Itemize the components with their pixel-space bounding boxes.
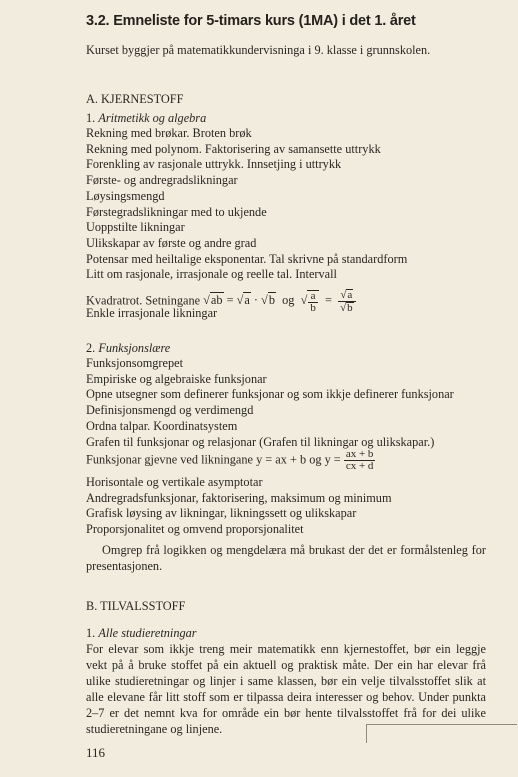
list-item: Ordna talpar. Koordinatsystem [86, 418, 238, 433]
list-item: Forenkling av rasjonale uttrykk. Innsetjing i uttrykk [86, 157, 342, 172]
logic-paragraph: Omgrep frå logikken og mengdelæra må brukast der det er formålstenleg for presentasjonen. [86, 543, 486, 573]
section-b-title: B. TILVALSSTOFF [86, 599, 186, 613]
list-item: Rekning med polynom. Faktorisering av samansette uttrykk [86, 141, 381, 156]
linear-functions-line: Funksjonar gjevne ved likningane y = ax + b og y = $\frac{ax + b}{cx + d}$ [86, 448, 374, 472]
sqrt-line: Kvadratrot. Setningane √ab = √a · √b og √ $\frac{a}{b}$ = $\frac{√a}{√b}$ [86, 289, 356, 314]
list-item: Litt om rasjonale, irrasjonale og reelle tal. Intervall [86, 267, 337, 282]
list-item: Potensar med heiltalige eksponentar. Tal skrivne på standardform [86, 251, 408, 266]
page-number: 116 [86, 745, 106, 760]
list-item: Definisjonsmengd og verdimengd [86, 403, 254, 418]
list-item: Løysingsmengd [86, 188, 165, 203]
section-b-paragraph: For elevar som ikkje treng meir matematikk enn kjernestoffet, bør ein leggje vekt på å bruke stoffet på ein aktuell og praktisk måte. Der ein har elevar frå ulike studieretningar og linjer i same klassen, bør ein velje tilvalsstoffet slik at alle elevane får litt stoff som er tilpassa deira interesser og behov. Under punkta 2–7 er det nemnt kva for område ein bør hente tilvalsstoffet frå for dei ulike studieretningane og linjene. [86, 642, 486, 736]
page-title: 3.2. Emneliste for 5-timars kurs (1MA) i det 1. året [86, 13, 416, 29]
list-item: Andregradsfunksjonar, faktorisering, maksimum og minimum [86, 490, 392, 505]
section-a-title: A. KJERNESTOFF [86, 92, 184, 106]
list-item: Opne utsegner som definerer funksjonar og som ikkje definerer funksjonar [86, 387, 454, 402]
scan-artifact [366, 724, 517, 743]
list-item: Første- og andregradslikningar [86, 173, 238, 188]
linear-fraction: $\frac{ax + b}{cx + d}$ [345, 448, 374, 472]
sqrt-formula: √ab = √a · √b og √ $\frac{a}{b}$ = $\frac{√a}{√b}$ [203, 293, 355, 307]
page-subtitle: Kurset byggjer på matematikkundervisninga i 9. klasse i grunnskolen. [86, 43, 431, 57]
list-item: Uoppstilte likningar [86, 220, 185, 235]
list-item: Proporsjonalitet og omvend proporsjonalitet [86, 522, 304, 537]
list-item: Funksjonsomgrepet [86, 356, 184, 370]
list-item: Grafen til funksjonar og relasjonar (Grafen til likningar og ulikskapar.) [86, 434, 435, 449]
section-a-part1-heading: 1. Aritmetikk og algebra [86, 111, 207, 125]
list-item: Horisontale og vertikale asymptotar [86, 475, 263, 489]
irrational-equations-line: Enkle irrasjonale likningar [86, 306, 218, 320]
list-item: Empiriske og algebraiske funksjonar [86, 371, 267, 386]
list-item: Grafisk løysing av likningar, likningssett og ulikskapar [86, 506, 357, 521]
section-a-part2-heading: 2. Funksjonslære [86, 341, 171, 355]
list-item: Førstegradslikningar med to ukjende [86, 204, 267, 219]
section-b-part1-heading: 1. Alle studieretningar [86, 626, 197, 640]
list-item: Ulikskapar av første og andre grad [86, 235, 257, 250]
list-item: Rekning med brøkar. Broten brøk [86, 126, 252, 140]
